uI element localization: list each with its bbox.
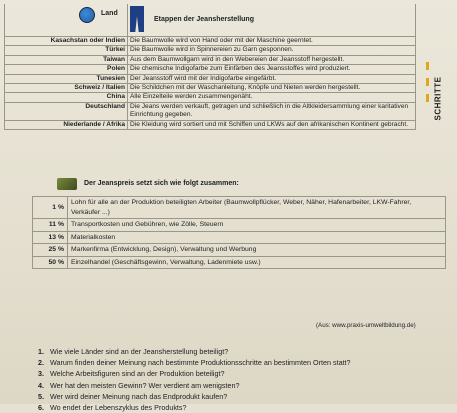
percent-cell: 1 % xyxy=(33,197,68,219)
table-row xyxy=(5,102,416,120)
description-cell: Einzelhandel (Geschäftsgewinn, Verwaltung, Ladenmiete usw.) xyxy=(68,256,446,269)
margin-marker xyxy=(426,94,429,102)
list-item xyxy=(38,346,351,357)
list-item xyxy=(38,357,351,368)
description-cell: Markenfirma (Entwicklung, Design), Verwaltung und Werbung xyxy=(68,244,446,257)
stage-cell: Aus dem Baumwollgarn wird in den Webereien der Jeansstoff hergestellt. xyxy=(128,55,416,64)
question-text: Welche Arbeitsfiguren sind an der Produktion beteiligt? xyxy=(50,369,225,379)
list-item xyxy=(38,391,351,402)
land-cell: China xyxy=(5,93,128,102)
question-number: 3. xyxy=(38,369,44,379)
header-stage-cell xyxy=(128,4,416,37)
table-row xyxy=(33,244,446,257)
header-land: Land xyxy=(101,10,118,17)
table-row xyxy=(5,93,416,102)
question-number: 4. xyxy=(38,380,44,390)
question-text: Wie viele Länder sind an der Jeansherstellung beteiligt? xyxy=(50,347,229,356)
question-number: 2. xyxy=(38,358,44,368)
list-item xyxy=(38,368,351,379)
question-list xyxy=(38,346,351,413)
question-text: Warum finden deiner Meinung nach bestimmte Produktionsschritte an bestimmten Orten statt? xyxy=(50,358,351,368)
header-land-cell xyxy=(5,4,128,37)
table-header-row xyxy=(5,4,416,37)
question-text: Wo endet der Lebenszyklus des Produkts? xyxy=(50,403,187,413)
land-cell: Kasachstan oder Indien xyxy=(5,37,128,46)
production-stages-table xyxy=(4,4,416,130)
land-cell: Polen xyxy=(5,65,128,74)
land-cell: Tunesien xyxy=(5,74,128,83)
land-cell: Türkei xyxy=(5,46,128,55)
land-cell: Deutschland xyxy=(5,102,128,120)
table-row xyxy=(33,256,446,269)
price-breakdown-table xyxy=(32,196,446,269)
stage-cell: Die Schildchen mit der Waschanleitung, Knöpfe und Nieten werden hergestellt. xyxy=(128,84,416,93)
stage-cell: Die Kleidung wird sortiert und mit Schiffen und LKWs auf den afrikanischen Kontinent gebracht. xyxy=(128,120,416,129)
stage-cell: Alle Einzelteile werden zusammengenäht. xyxy=(128,93,416,102)
land-cell: Taiwan xyxy=(5,55,128,64)
question-text: Wer hat den meisten Gewinn? Wer verdient am wenigsten? xyxy=(50,380,240,390)
percent-cell: 25 % xyxy=(33,244,68,257)
table-row xyxy=(5,120,416,129)
question-number: 1. xyxy=(38,347,44,356)
jeans-icon xyxy=(130,6,144,32)
land-cell: Niederlande / Afrika xyxy=(5,120,128,129)
question-number: 5. xyxy=(38,391,44,401)
money-icon xyxy=(57,178,77,190)
stage-cell: Die Baumwolle wird in Spinnereien zu Garn gesponnen. xyxy=(128,46,416,55)
list-item xyxy=(38,380,351,391)
table-row xyxy=(33,219,446,232)
margin-marker xyxy=(426,62,429,70)
description-cell: Transportkosten und Gebühren, wie Zölle, Steuern xyxy=(68,219,446,232)
table-row xyxy=(5,84,416,93)
side-label-text: SCHRITTE xyxy=(433,76,443,121)
table-row xyxy=(5,65,416,74)
globe-icon xyxy=(79,7,95,23)
stage-cell: Die chemische Indigofarbe zum Einfärben des Jeansstoffes wird produziert. xyxy=(128,65,416,74)
question-number: 6. xyxy=(38,403,44,413)
percent-cell: 13 % xyxy=(33,231,68,244)
margin-marker xyxy=(426,78,429,86)
percent-cell: 11 % xyxy=(33,219,68,232)
table-row xyxy=(5,74,416,83)
table-row xyxy=(33,231,446,244)
land-cell: Schweiz / Italien xyxy=(5,84,128,93)
price-caption: Der Jeanspreis setzt sich wie folgt zusammen: xyxy=(84,180,239,187)
stage-cell: Die Jeans werden verkauft, getragen und schließlich in die Altkleidersammlung einer karitativen Einrichtung gegeben. xyxy=(128,102,416,120)
side-label xyxy=(433,60,457,140)
question-text: Wer wird deiner Meinung nach das Endprodukt kaufen? xyxy=(50,391,228,401)
stage-cell: Die Baumwolle wird von Hand oder mit der Maschine geerntet. xyxy=(128,37,416,46)
table-row xyxy=(33,197,446,219)
table-row xyxy=(5,46,416,55)
table-row xyxy=(5,37,416,46)
stage-cell: Der Jeansstoff wird mit der Indigofarbe eingefärbt. xyxy=(128,74,416,83)
description-cell: Materialkosten xyxy=(68,231,446,244)
source-citation: (Aus: www.praxis-umweltbildung.de) xyxy=(316,322,416,329)
percent-cell: 50 % xyxy=(33,256,68,269)
table-row xyxy=(5,55,416,64)
description-cell: Lohn für alle an der Produktion beteiligten Arbeiter (Baumwollpflücker, Weber, Näher, Hafenarbeiter, LKW-Fahrer, Verkäufer ...) xyxy=(68,197,446,219)
header-stage: Etappen der Jeansherstellung xyxy=(154,16,254,23)
